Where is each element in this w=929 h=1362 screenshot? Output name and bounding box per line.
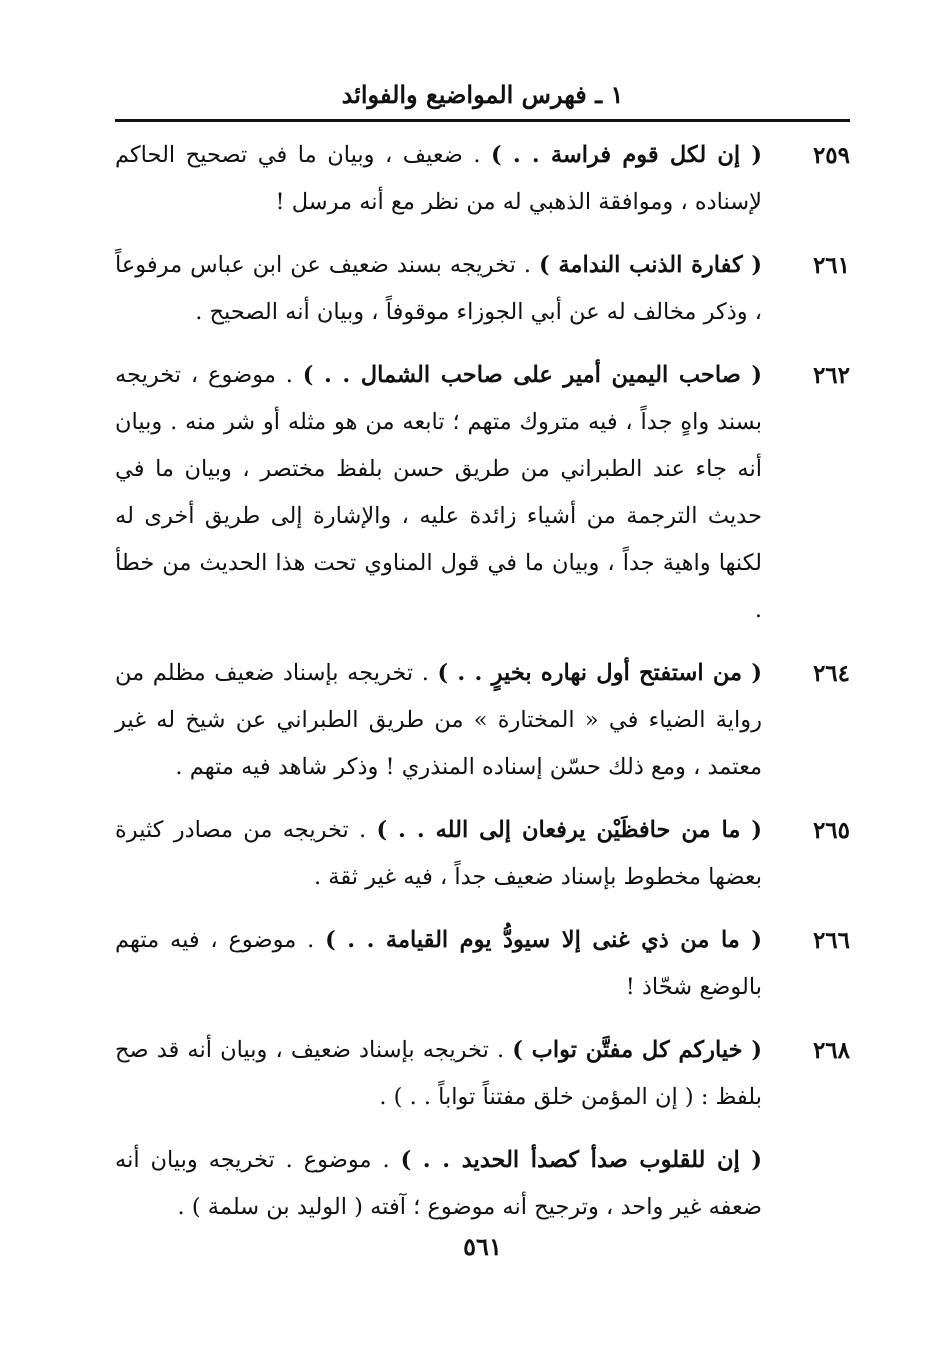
entry-text: . ضعيف ، وبيان ما في تصحيح الحاكم لإسناده ، وموافقة الذهبي له من نظر مع أنه مرسل ! [115, 142, 762, 215]
entry-body [115, 352, 762, 634]
page-number: ٥٦١ [463, 1232, 502, 1261]
list-item [115, 1137, 850, 1231]
list-item [115, 1027, 850, 1121]
list-item [115, 650, 850, 791]
entry-text: . تخريجه بإسناد ضعيف ، وبيان أنه قد صح بلفظ : ( إن المؤمن خلق مفتناً تواباً . . ) . [115, 1037, 762, 1110]
header-divider [115, 119, 850, 122]
entry-text: . موضوع ، تخريجه بسند واهٍ جداً ، فيه متروك متهم ؛ تابعه من هو مثله أو شر منه . وبيان أنه جاء عند الطبراني من طريق حسن بلفظ مختصر ، وبيان ما في حديث الترجمة من أشياء زائدة عليه ، والإشارة إلى طريق أخرى له لكنها واهية جداً ، وبيان ما في قول المناوي تحت هذا الحديث من خطأ . [115, 362, 762, 623]
list-item [115, 132, 850, 226]
hadith-title: ( خياركم كل مفتَّن تواب ) [512, 1037, 763, 1063]
entries-list [115, 132, 850, 1247]
entry-text: . تخريجه بسند ضعيف عن ابن عباس مرفوعاً ، وذكر مخالف له عن أبي الجوزاء موقوفاً ، وبيان أنه الصحيح . [115, 252, 762, 325]
page-header-title: ١ ـ فهرس المواضيع والفوائد [341, 80, 624, 109]
hadith-title: ( من استفتح أول نهاره بخيرٍ . . ) [437, 660, 762, 686]
entry-body [115, 917, 762, 1011]
entry-number: ٢٥٩ [812, 142, 850, 169]
entry-body [115, 807, 762, 901]
hadith-title: ( إن للقلوب صدأ كصدأ الحديد . . ) [400, 1147, 762, 1173]
hadith-title: ( ما من ذي غنى إلا سيودُّ يوم القيامة . . ) [325, 927, 762, 953]
entry-number: ٢٦٤ [812, 660, 850, 687]
entry-number: ٢٦٨ [812, 1037, 850, 1064]
entry-body [115, 132, 762, 226]
entry-text: . تخريجه بإسناد ضعيف مظلم من رواية الضياء في « المختارة » من طريق الطبراني عن شيخ له غير معتمد ، ومع ذلك حسّن إسناده المنذري ! وذكر شاهد فيه متهم . [115, 660, 762, 780]
list-item [115, 917, 850, 1011]
entry-text: . موضوع ، فيه متهم بالوضع شحّاذ ! [115, 927, 762, 1000]
entry-text: . تخريجه من مصادر كثيرة بعضها مخطوط بإسناد ضعيف جداً ، فيه غير ثقة . [115, 817, 762, 890]
entry-number: ٢٦٦ [812, 927, 850, 954]
hadith-title: ( ما من حافظَيْن يرفعان إلى الله . . ) [376, 817, 762, 843]
entry-body [115, 1027, 762, 1121]
hadith-title: ( كفارة الذنب الندامة ) [539, 252, 762, 278]
hadith-title: ( إن لكل قوم فراسة . . ) [490, 142, 762, 168]
hadith-title: ( صاحب اليمين أمير على صاحب الشمال . . ) [302, 362, 763, 388]
entry-number: ٢٦١ [812, 252, 850, 279]
entry-body [115, 242, 762, 336]
entry-body [115, 650, 762, 791]
entry-number: ٢٦٢ [812, 362, 850, 389]
list-item [115, 352, 850, 634]
entry-body [115, 1137, 762, 1231]
entry-text: . موضوع . تخريجه وبيان أنه ضعفه غير واحد ، وترجيح أنه موضوع ؛ آفته ( الوليد بن سلمة ) . [115, 1147, 762, 1220]
list-item [115, 807, 850, 901]
entry-number: ٢٦٥ [812, 817, 850, 844]
list-item [115, 242, 850, 336]
